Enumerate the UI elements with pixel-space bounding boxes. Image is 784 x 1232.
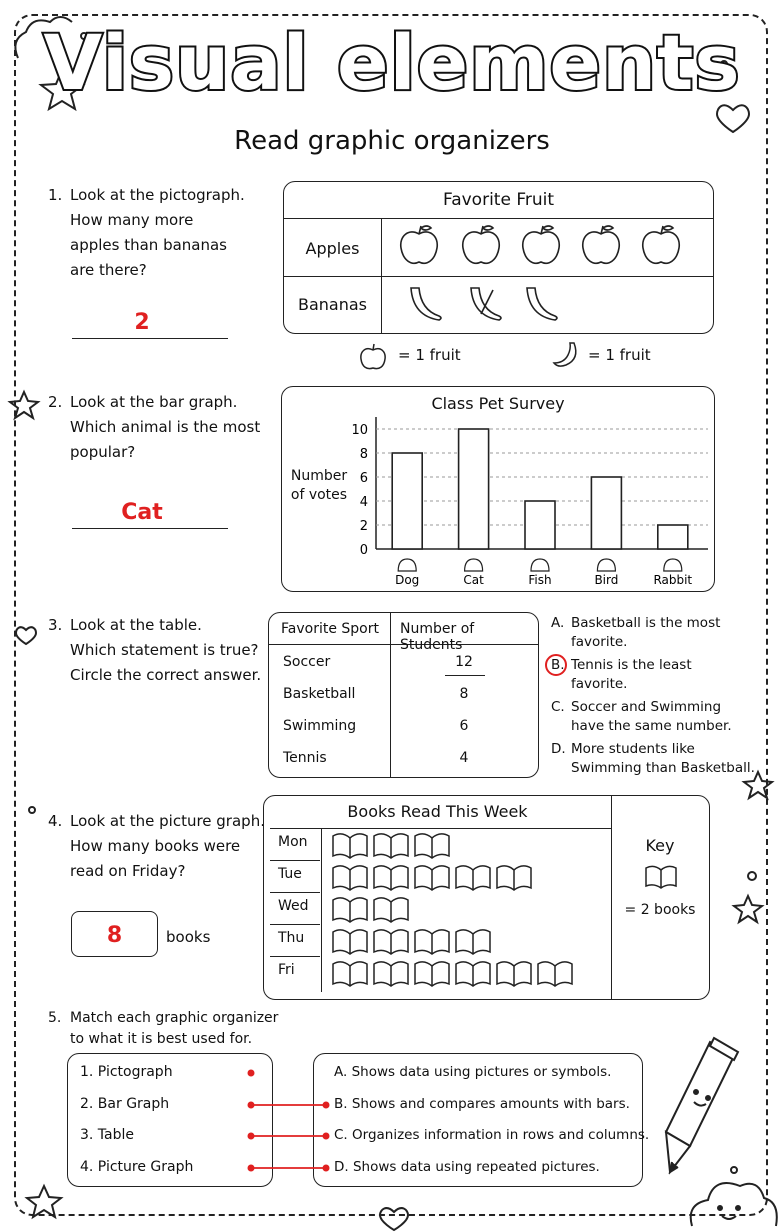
y-tick-label: 8 — [359, 447, 368, 462]
match-dot[interactable] — [323, 1133, 330, 1140]
y-tick-label: 0 — [359, 543, 368, 558]
key-text: = 1 fruit — [398, 346, 461, 364]
question-text-line: are there? — [70, 261, 147, 279]
row-label: Bananas — [297, 295, 367, 314]
answer-4: 8 — [106, 923, 123, 948]
table-cell: Soccer — [283, 654, 331, 670]
match-left-item[interactable]: 4. Picture Graph — [80, 1159, 194, 1175]
table-cell: 6 — [459, 718, 469, 734]
match-right-item[interactable]: B. Shows and compares amounts with bars. — [334, 1096, 630, 1112]
question-text-line: Look at the bar graph. — [70, 393, 238, 411]
question-text-line: Circle the correct answer. — [70, 666, 262, 684]
y-tick-label: 6 — [359, 471, 368, 486]
x-tick-label: Dog — [395, 573, 420, 587]
key-text: = 2 books — [624, 902, 696, 918]
question-text-line: Match each graphic organizer — [70, 1010, 279, 1026]
y-tick-label: 10 — [351, 423, 368, 438]
table-cell: 12 — [455, 654, 473, 670]
question-text-line: popular? — [70, 443, 136, 461]
question-number: 4. — [48, 812, 63, 830]
match-dot[interactable] — [323, 1102, 330, 1109]
question-text-line: read on Friday? — [70, 862, 186, 880]
match-right-item[interactable]: C. Organizes information in rows and columns. — [334, 1127, 650, 1143]
y-axis-label: Number of votes — [290, 468, 348, 503]
pictograph-title: Favorite Fruit — [442, 190, 555, 210]
match-dot[interactable] — [323, 1165, 330, 1172]
question-number: 5. — [48, 1010, 62, 1026]
key-title: Key — [645, 836, 675, 855]
table-cell: Swimming — [283, 718, 357, 734]
chart-title: Class Pet Survey — [431, 394, 565, 413]
key-text: = 1 fruit — [588, 346, 651, 364]
pencil-icon — [666, 1036, 742, 1176]
match-dot[interactable] — [248, 1070, 255, 1077]
table-cell: Tennis — [283, 750, 327, 766]
question-text-line: apples than bananas — [70, 236, 227, 254]
answer-unit: books — [166, 928, 211, 946]
table-cell: 8 — [459, 686, 469, 702]
picture-graph-title: Books Read This Week — [347, 802, 528, 821]
question-number: 3. — [48, 616, 63, 634]
question-text-line: How many books were — [70, 837, 241, 855]
question-text-line: to what it is best used for. — [70, 1031, 253, 1047]
question-text-line: Which statement is true? — [70, 641, 259, 659]
question-text-line: Look at the table. — [70, 616, 202, 634]
table-cell: 4 — [459, 750, 469, 766]
question-number: 2. — [48, 393, 63, 411]
x-tick-label: Fish — [528, 573, 552, 587]
x-tick-label: Cat — [463, 573, 484, 587]
match-right-item[interactable]: D. Shows data using repeated pictures. — [334, 1159, 600, 1175]
table-header: Number of Students — [400, 621, 475, 653]
question-number: 1. — [48, 186, 63, 204]
y-tick-label: 2 — [359, 519, 368, 534]
match-left-item[interactable]: 1. Pictograph — [80, 1064, 173, 1080]
answer-2: Cat — [121, 500, 163, 525]
match-left-item[interactable]: 2. Bar Graph — [80, 1096, 170, 1112]
y-tick-label: 4 — [359, 495, 368, 510]
table-cell: Basketball — [283, 686, 356, 702]
question-text-line: How many more — [70, 211, 194, 229]
row-label: Apples — [305, 239, 360, 258]
match-left-item[interactable]: 3. Table — [80, 1127, 135, 1143]
answer-1: 2 — [134, 310, 150, 335]
question-text-line: Which animal is the most — [70, 418, 261, 436]
question-text-line: Look at the pictograph. — [70, 186, 245, 204]
x-tick-label: Rabbit — [653, 573, 693, 587]
page-subtitle: Read graphic organizers — [234, 126, 550, 156]
table-header: Favorite Sport — [281, 621, 379, 637]
question-text-line: Look at the picture graph. — [70, 812, 265, 830]
page-title: Visual elements — [43, 18, 741, 107]
picture-graph: Books Read This Week Mon Tue Wed Thu Fri Key = 2 books — [263, 795, 710, 1000]
match-right-item[interactable]: A. Shows data using pictures or symbols. — [334, 1064, 612, 1080]
x-tick-label: Bird — [594, 573, 619, 587]
